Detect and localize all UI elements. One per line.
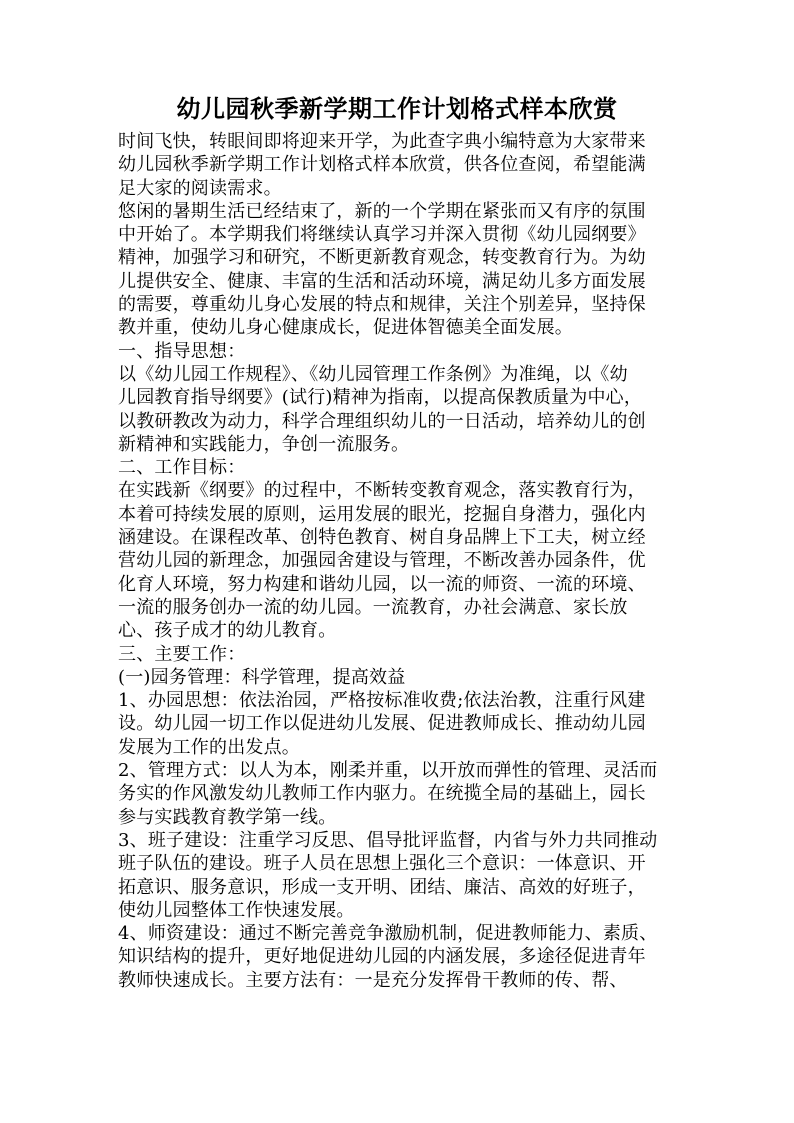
- document-page: [118, 94, 676, 992]
- body-line: 悠闲的暑期生活已经结束了，新的一个学期在紧张而又有序的氛围: [118, 200, 646, 222]
- body-line: 中开始了。本学期我们将继续认真学习并深入贯彻《幼儿园纲要》: [118, 224, 646, 246]
- body-line: 知识结构的提升，更好地促进幼儿园的内涵发展，多途径促进青年: [118, 946, 646, 968]
- body-line: 参与实践教育教学第一线。: [118, 806, 337, 828]
- body-line: 3、班子建设：注重学习反思、倡导批评监督，内省与外力共同推动: [118, 829, 658, 851]
- body-line: 化育人环境，努力构建和谐幼儿园，以一流的师资、一流的环境、: [118, 573, 646, 595]
- section-heading: 一、指导思想：: [118, 340, 246, 362]
- section-heading: 三、主要工作：: [118, 643, 246, 665]
- body-line: 营幼儿园的新理念，加强园舍建设与管理，不断改善办园条件，优: [118, 550, 646, 572]
- body-line: 4、师资建设：通过不断完善竞争激励机制，促进教师能力、素质、: [118, 923, 658, 945]
- body-line: 涵建设。在课程改革、创特色教育、树自身品牌上下工夫，树立经: [118, 527, 646, 549]
- body-line: 2、管理方式：以人为本，刚柔并重，以开放而弹性的管理、灵活而: [118, 760, 658, 782]
- body-line: 拓意识、服务意识，形成一支开明、团结、廉洁、高效的好班子，: [118, 876, 646, 898]
- body-line: 设。幼儿园一切工作以促进幼儿发展、促进教师成长、推动幼儿园: [118, 713, 646, 735]
- body-line: 儿园教育指导纲要》(试行)精神为指南，以提高保教质量为中心，: [118, 387, 643, 409]
- body-line: 务实的作风激发幼儿教师工作内驱力。在统揽全局的基础上，园长: [118, 783, 646, 805]
- body-line: 发展为工作的出发点。: [118, 736, 300, 758]
- document-title: 幼儿园秋季新学期工作计划格式样本欣赏: [176, 94, 618, 123]
- body-line: 班子队伍的建设。班子人员在思想上强化三个意识：一体意识、开: [118, 853, 646, 875]
- section-heading: 二、工作目标：: [118, 457, 246, 479]
- body-line: 时间飞快，转眼间即将迎来开学，为此查字典小编特意为大家带来: [118, 131, 646, 152]
- body-line: 使幼儿园整体工作快速发展。: [118, 899, 355, 921]
- body-line: 教师快速成长。主要方法有：一是充分发挥骨干教师的传、帮、: [118, 969, 628, 991]
- body-line: 心、孩子成才的幼儿教育。: [118, 620, 337, 642]
- subsection-heading: (一)园务管理：科学管理，提高效益: [118, 666, 406, 688]
- body-line: 以《幼儿园工作规程》、《幼儿园管理工作条例》为准绳，以《幼: [118, 363, 628, 385]
- body-line: 新精神和实践能力，争创一流服务。: [118, 433, 410, 455]
- body-line: 教并重，使幼儿身心健康成长，促进体智德美全面发展。: [118, 317, 573, 339]
- body-line: 足大家的阅读需求。: [118, 177, 282, 199]
- body-line: 儿提供安全、健康、丰富的生活和活动环境，满足幼儿多方面发展: [118, 270, 646, 292]
- body-line: 的需要，尊重幼儿身心发展的特点和规律，关注个别差异，坚持保: [118, 294, 646, 316]
- body-line: 1、办园思想：依法治园，严格按标准收费;依法治教，注重行风建: [118, 690, 646, 712]
- body-line: 以教研教改为动力，科学合理组织幼儿的一日活动，培养幼儿的创: [118, 410, 646, 432]
- body-line: 幼儿园秋季新学期工作计划格式样本欣赏，供各位查阅，希望能满: [118, 154, 646, 176]
- body-line: 本着可持续发展的原则，运用发展的眼光，挖掘自身潜力，强化内: [118, 503, 646, 525]
- document-body: [118, 130, 676, 992]
- body-line: 精神，加强学习和研究，不断更新教育观念，转变教育行为。为幼: [118, 247, 646, 269]
- body-line: 在实践新《纲要》的过程中，不断转变教育观念，落实教育行为，: [118, 480, 646, 502]
- body-line: 一流的服务创办一流的幼儿园。一流教育，办社会满意、家长放: [118, 596, 628, 618]
